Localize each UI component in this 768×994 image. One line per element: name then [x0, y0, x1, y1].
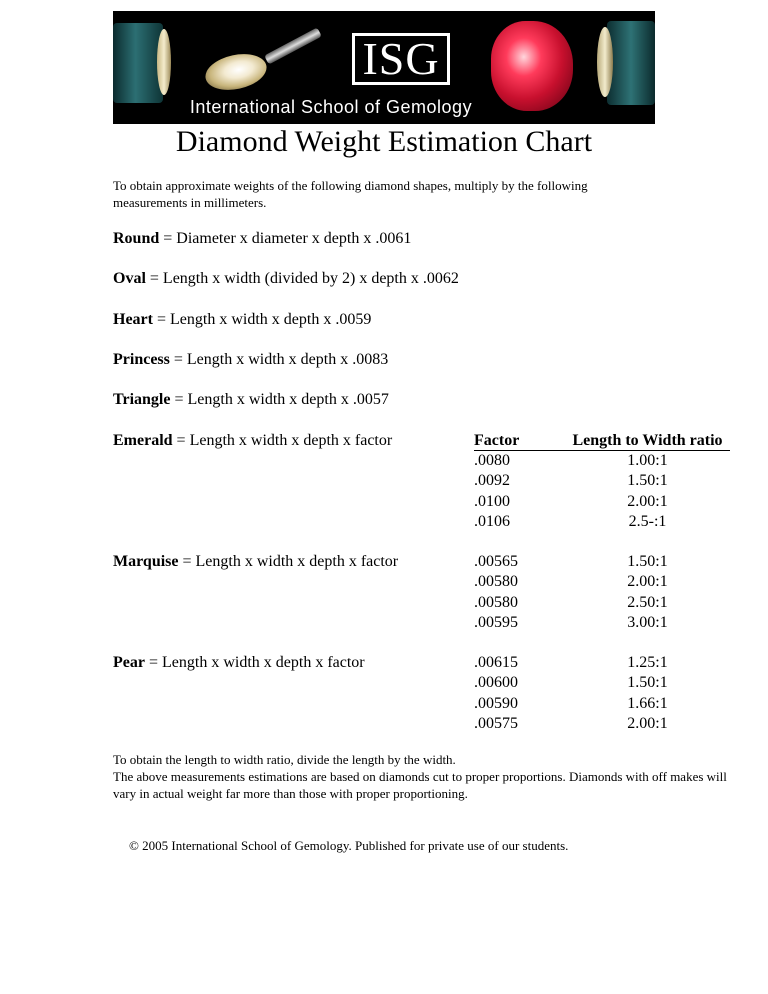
- ratio-cell: 2.00:1: [627, 573, 668, 591]
- pear-ratios: [565, 653, 730, 734]
- intro-text: To obtain approximate weights of the following diamond shapes, multiply by the following measurements in millimeters.: [113, 178, 588, 210]
- ruby-gem-image: [491, 21, 573, 111]
- ratio-cell: 3.00:1: [627, 613, 668, 631]
- formula-text: = Length x width (divided by 2) x depth x .0062: [145, 270, 459, 287]
- factor-cell: .00580: [474, 593, 518, 611]
- gem-holder-right-image: [607, 21, 655, 105]
- shape-name: Oval: [113, 270, 146, 287]
- ratio-cell: 2.00:1: [627, 714, 668, 732]
- copyright-notice: © 2005 International School of Gemology. Published for private use of our students.: [129, 838, 569, 853]
- ratio-cell: 1.66:1: [627, 694, 668, 712]
- factor-cell: .00600: [474, 674, 518, 692]
- page-title: Diamond Weight Estimation Chart: [175, 125, 593, 158]
- school-name: International School of Gemology: [189, 97, 473, 117]
- factor-cell: .0100: [474, 492, 510, 510]
- ratio-cell: 2.50:1: [627, 593, 668, 611]
- formula-text: = Length x width x depth x factor: [178, 553, 399, 570]
- factor-cell: .0080: [474, 452, 510, 469]
- factor-cell: .00595: [474, 613, 518, 631]
- formula-text: = Diameter x diameter x depth x .0061: [159, 230, 412, 247]
- shape-name: Round: [113, 230, 160, 247]
- marquise-ratios: [565, 552, 730, 633]
- factor-cell: .00580: [474, 573, 518, 591]
- formula-text: = Length x width x depth x factor: [172, 432, 393, 449]
- gem-holder-left-image: [113, 23, 163, 103]
- shape-name: Emerald: [113, 432, 173, 449]
- factor-cell: .00565: [474, 553, 518, 570]
- formula-marquise: [113, 552, 398, 572]
- marquise-factors: [474, 552, 518, 633]
- shape-name: Princess: [113, 351, 170, 368]
- formula-triangle: [113, 390, 389, 410]
- shape-name: Marquise: [113, 553, 179, 570]
- formula-text: = Length x width x depth x .0057: [170, 391, 389, 408]
- formula-emerald: [113, 431, 392, 451]
- formula-princess: [113, 350, 388, 370]
- formula-text: = Length x width x depth x .0059: [152, 311, 372, 328]
- ratio-cell: 2.5-:1: [628, 512, 667, 530]
- formula-oval: [113, 269, 459, 289]
- ratio-cell: 1.00:1: [627, 452, 668, 469]
- formula-text: = Length x width x depth x .0083: [169, 351, 389, 368]
- ratio-note: To obtain the length to width ratio, divide the length by the width.: [113, 752, 456, 767]
- ratio-cell: 1.50:1: [627, 674, 668, 692]
- factor-cell: .0092: [474, 472, 510, 490]
- factor-cell: .00575: [474, 714, 518, 732]
- formula-round: [113, 229, 411, 249]
- ratio-cell: 2.00:1: [627, 492, 668, 510]
- ratio-cell: 1.50:1: [627, 553, 668, 570]
- factor-cell: .00590: [474, 694, 518, 712]
- ratio-header: Length to Width ratio: [572, 432, 723, 449]
- header-banner-image: [113, 11, 655, 124]
- emerald-factors: [474, 451, 510, 532]
- shape-name: Triangle: [113, 391, 171, 408]
- pear-factors: [474, 653, 518, 734]
- ratio-cell: 1.50:1: [627, 472, 668, 490]
- ratio-cell: 1.25:1: [627, 654, 668, 671]
- shape-name: Heart: [113, 311, 153, 328]
- factor-cell: .00615: [474, 654, 518, 671]
- formula-heart: [113, 310, 371, 330]
- formula-text: = Length x width x depth x factor: [144, 654, 365, 671]
- formula-pear: [113, 653, 365, 673]
- isg-logo: ISG: [352, 33, 450, 85]
- factor-cell: .0106: [474, 512, 510, 530]
- factor-header: Factor: [474, 432, 520, 449]
- tweezers-image: [264, 28, 322, 65]
- oval-diamond-image: [202, 49, 270, 95]
- proportion-note: The above measurements estimations are based on diamonds cut to proper proportions. Diamonds with off makes will vary in actual weight far more than those with proper proportioning.: [113, 769, 727, 801]
- shape-name: Pear: [113, 654, 145, 671]
- emerald-ratios: [565, 451, 730, 532]
